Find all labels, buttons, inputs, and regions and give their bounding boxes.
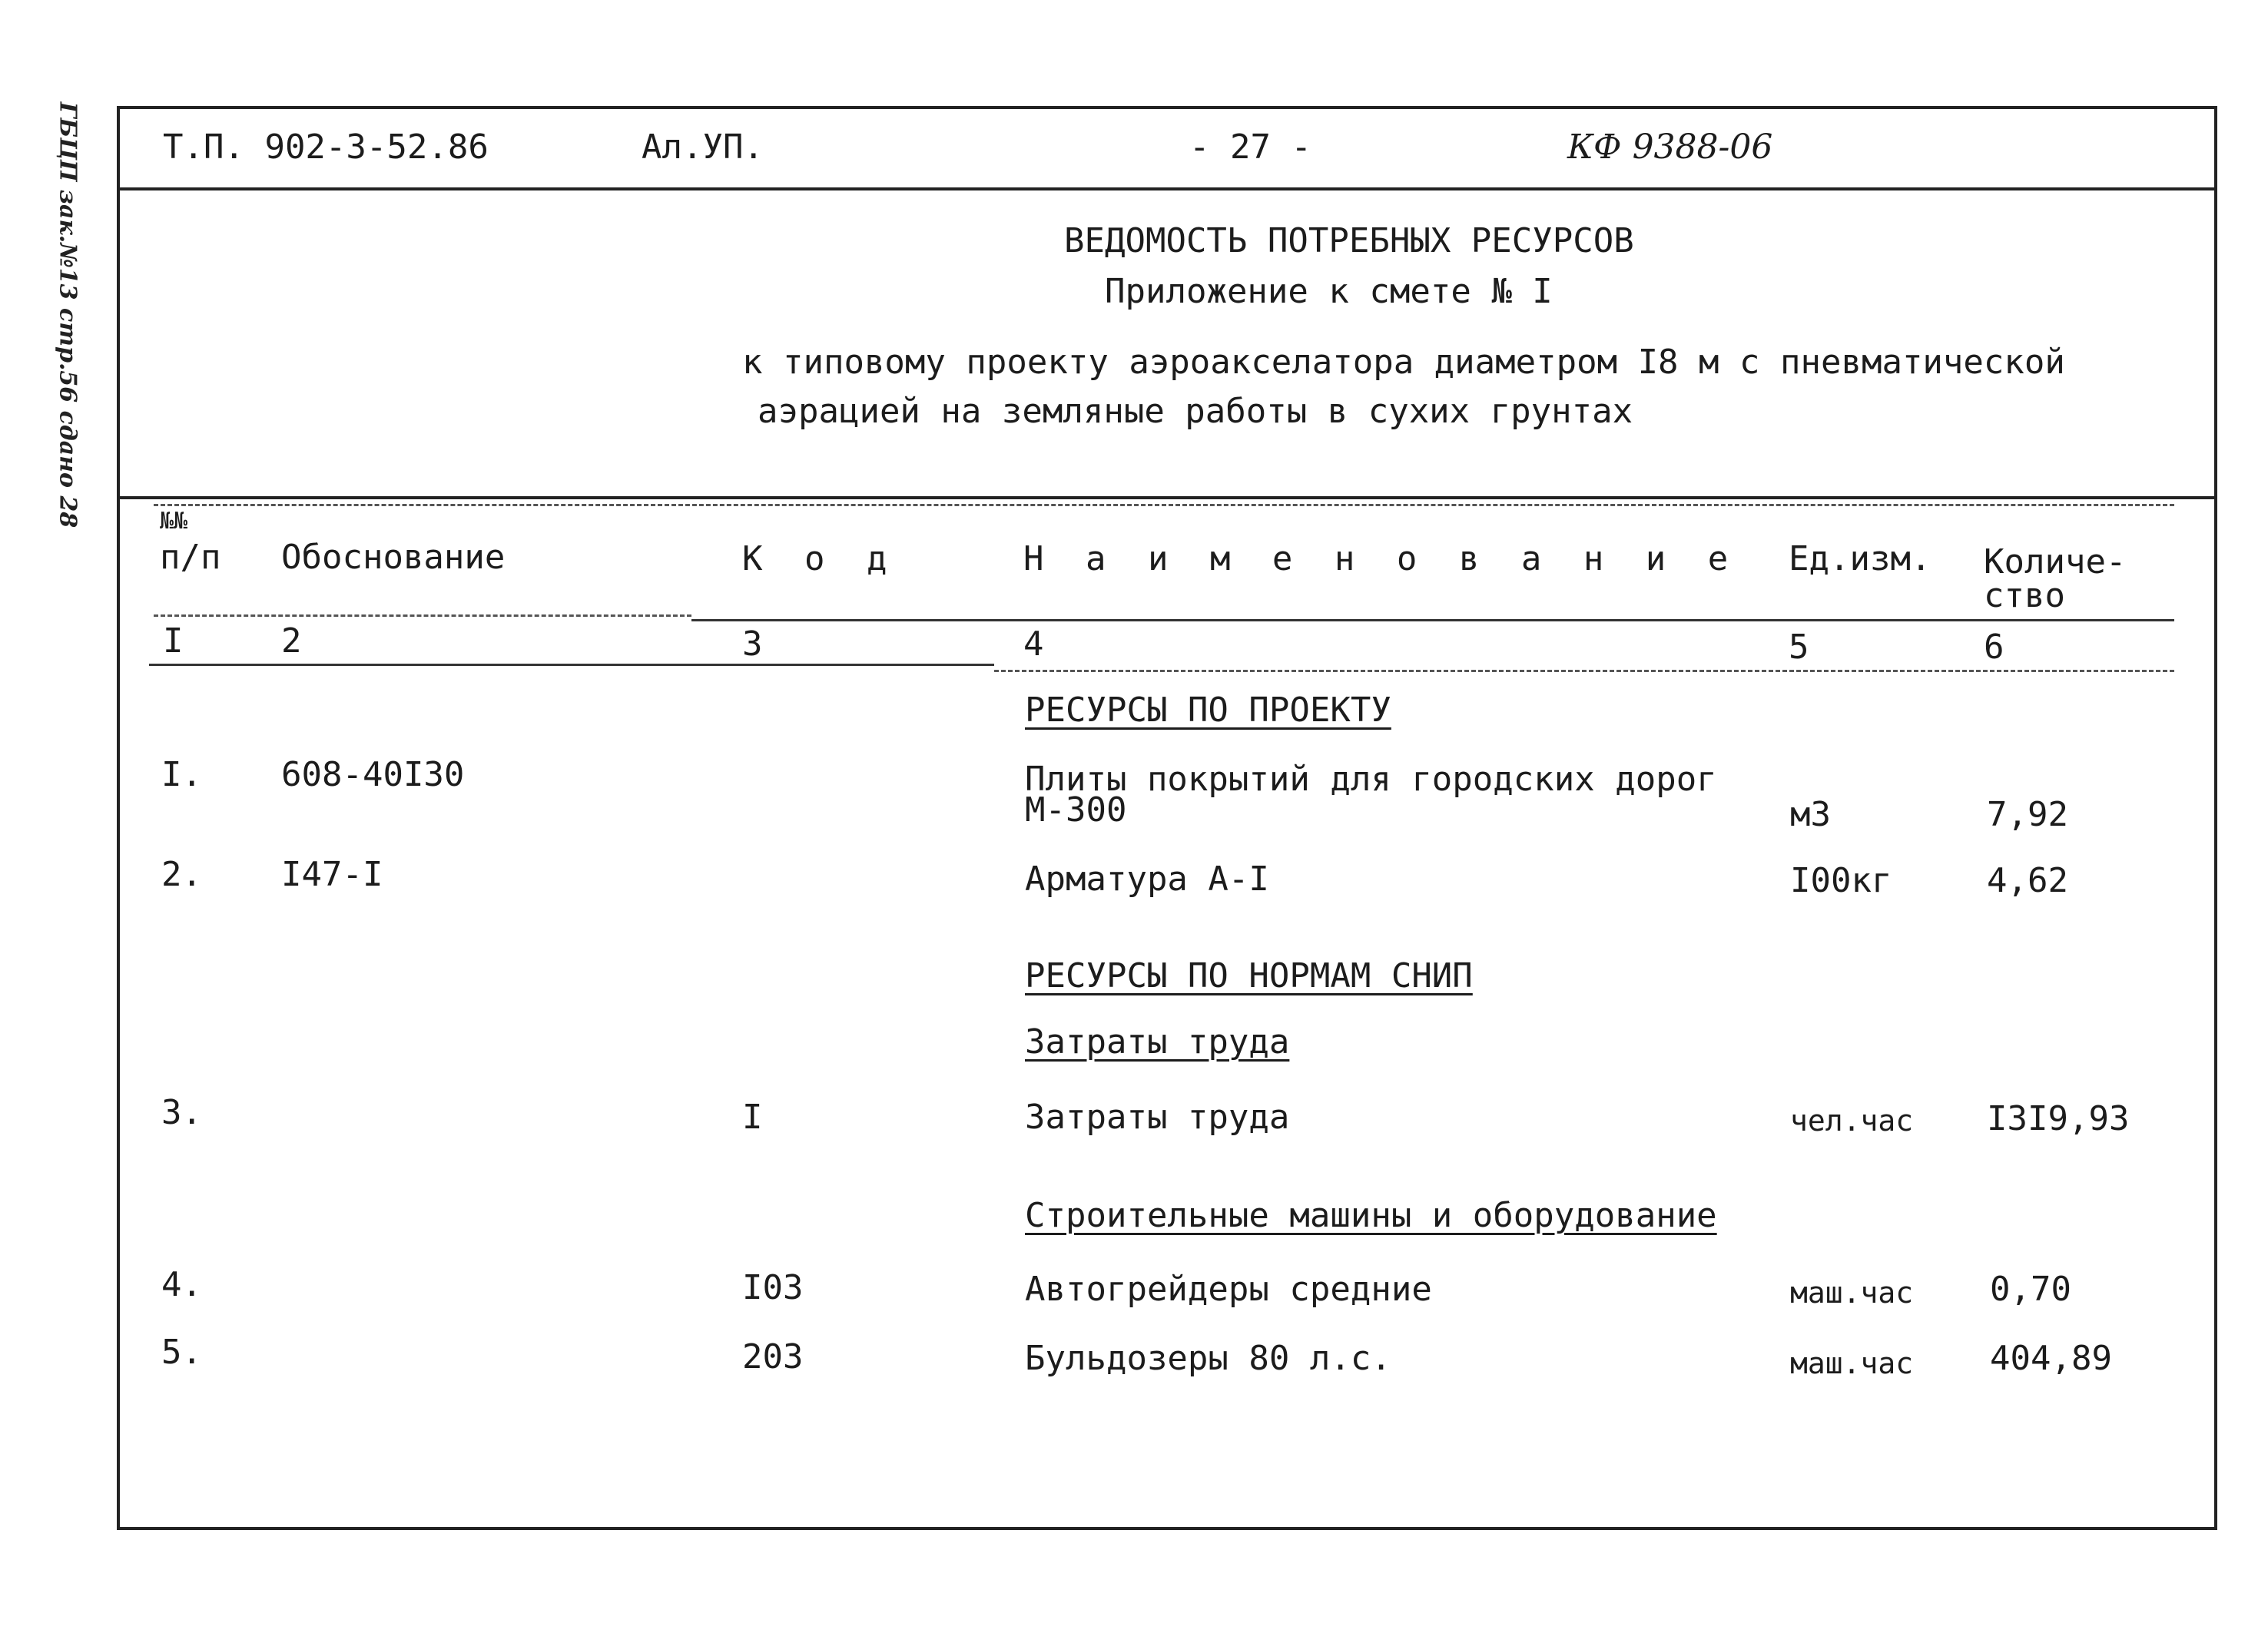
header-page-number: - 27 - (1189, 128, 1311, 167)
row-name: Бульдозеры 80 л.с. (1025, 1339, 1391, 1378)
header-rule-left (154, 614, 691, 617)
row-code: I (742, 1098, 763, 1137)
title-main: ВЕДОМОСТЬ ПОТРЕБНЫХ РЕСУРСОВ (1064, 221, 1634, 260)
row-basis: 608-40I30 (281, 755, 465, 794)
row-num: 4. (161, 1265, 202, 1304)
document-frame (117, 106, 2217, 1530)
section-snip-resources: РЕСУРСЫ ПО НОРМАМ СНИП (1025, 956, 1473, 995)
row-code: 203 (742, 1337, 804, 1376)
col-number-1: I (163, 621, 184, 661)
section-labor: Затраты труда (1025, 1022, 1290, 1062)
header-rule-right (691, 619, 2174, 621)
row-qty: 404,89 (1990, 1339, 2112, 1378)
section-machines: Строительные машины и оборудование (1025, 1196, 1717, 1235)
header-divider (117, 187, 2217, 190)
col-unit-header: Ед.изм. (1789, 539, 1931, 578)
row-name-cont: М-300 (1025, 790, 1127, 830)
col-number-6: 6 (1984, 628, 2004, 667)
row-qty: 4,62 (1987, 861, 2068, 900)
row-num: 2. (161, 855, 202, 894)
row-unit: чел.час (1790, 1104, 1914, 1138)
title-appendix: Приложение к смете № I (1105, 272, 1553, 311)
header-code: КФ 9388-06 (1567, 128, 1773, 167)
row-code: I03 (742, 1268, 804, 1307)
row-name: Автогрейдеры средние (1025, 1270, 1432, 1309)
row-name: Затраты труда (1025, 1098, 1290, 1137)
row-qty: 0,70 (1990, 1270, 2071, 1309)
col-number-4: 4 (1023, 624, 1044, 664)
table-top-rule (154, 504, 2174, 506)
numbers-rule-left (149, 664, 994, 666)
row-num: 5. (161, 1333, 202, 1372)
title-project-line2: аэрацией на земляные работы в сухих грунтах (758, 392, 1633, 431)
col-number-2: 2 (281, 621, 302, 661)
col-number-3: 3 (742, 624, 763, 664)
row-qty: I3I9,93 (1987, 1099, 2130, 1138)
header-album: Ал.УП. (642, 128, 764, 167)
col-basis-header: Обоснование (281, 538, 506, 577)
row-qty: 7,92 (1987, 795, 2068, 834)
title-project-line1: к типовому проекту аэроакселатора диаметром I8 м с пневматической (742, 343, 2065, 382)
col-qty-header-bottom: ство (1984, 576, 2065, 615)
row-unit: I00кг (1790, 861, 1892, 900)
col-number-5: 5 (1789, 628, 1809, 667)
numbers-rule-right (994, 670, 2174, 672)
header-tp: Т.П. 902-3-52.86 (163, 128, 489, 167)
row-unit: маш.час (1790, 1276, 1914, 1310)
row-num: 3. (161, 1093, 202, 1132)
section-project-resources: РЕСУРСЫ ПО ПРОЕКТУ (1025, 691, 1391, 730)
row-unit: м3 (1790, 795, 1831, 834)
title-divider (117, 496, 2217, 499)
side-stamp (45, 101, 91, 528)
col-name-header: Н а и м е н о в а н и е (1023, 539, 1739, 578)
side-stamp-text: ГБЦП зак.№13 стр.56 сдано 28 (54, 101, 81, 528)
col-num-top: №№ (160, 508, 188, 535)
row-name: Плиты покрытий для городских дорог (1025, 760, 1717, 799)
col-qty-header-top: Количе- (1984, 542, 2127, 581)
col-num-bottom: п/п (160, 538, 221, 577)
row-name: Арматура А-I (1025, 860, 1269, 899)
row-unit: маш.час (1790, 1346, 1914, 1380)
row-basis: I47-I (281, 855, 383, 894)
col-code-header: К о д (742, 539, 898, 578)
row-num: I. (161, 755, 202, 794)
